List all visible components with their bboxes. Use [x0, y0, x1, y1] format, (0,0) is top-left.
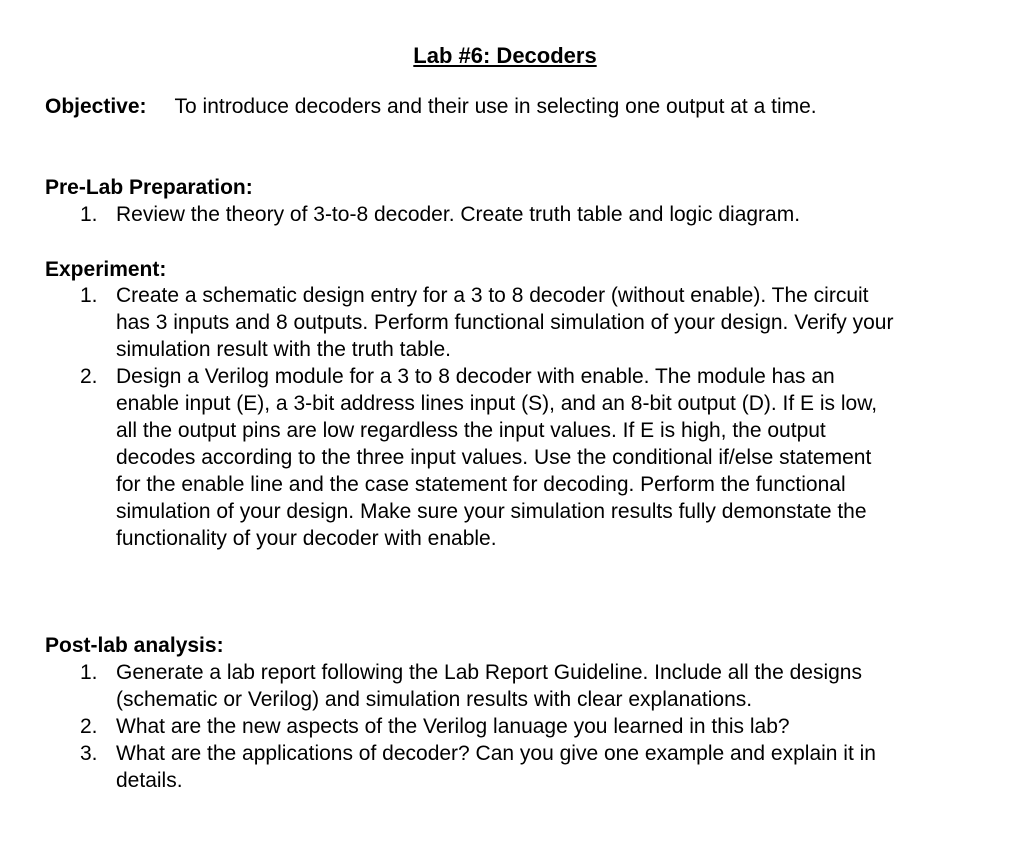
list-item-text: Design a Verilog module for a 3 to 8 decoder with enable. The module has an enable input (E), a 3-bit address lines input (S), and an 8-bit output (D). If E is low, all the output pins are low regardless the input values. If E is high, the output decodes according to the three input values. Use the conditional if/else statement for the enable line and the case statement for decoding. Perform the functional simulation of your design. Make sure your simulation results fully demonstate the functionality of your decoder with enable. [116, 365, 878, 550]
list-item-text: What are the applications of decoder? Can you give one example and explain it in details. [116, 742, 876, 792]
objective-label: Objective: [45, 95, 147, 118]
postlab-heading: Post-lab analysis: [45, 634, 224, 657]
list-item [0, 659, 880, 713]
list-item-number: 3. [80, 742, 98, 765]
list-item [0, 282, 898, 363]
list-item-text: Create a schematic design entry for a 3 to 8 decoder (without enable). The circuit has 3 inputs and 8 outputs. Perform functional simulation of your design. Verify your simulation result with the truth table. [116, 284, 894, 361]
list-item [0, 740, 880, 794]
list-item-number: 2. [80, 365, 98, 388]
experiment-list [0, 282, 898, 552]
prelab-heading: Pre-Lab Preparation: [45, 176, 253, 199]
prelab-list [0, 201, 900, 228]
list-item [0, 713, 880, 740]
objective-section [45, 93, 875, 120]
list-item-text: Generate a lab report following the Lab Report Guideline. Include all the designs (schematic or Verilog) and simulation results with clear explanations. [116, 661, 862, 711]
list-item-number: 1. [80, 203, 98, 226]
postlab-list [0, 659, 880, 794]
objective-text: To introduce decoders and their use in selecting one output at a time. [174, 95, 817, 118]
list-item-text: Review the theory of 3-to-8 decoder. Create truth table and logic diagram. [116, 203, 801, 226]
list-item [0, 363, 898, 552]
list-item-number: 1. [80, 661, 98, 684]
experiment-heading: Experiment: [45, 258, 167, 281]
list-item-number: 2. [80, 715, 98, 738]
list-item-number: 1. [80, 284, 98, 307]
list-item [0, 201, 900, 228]
list-item-text: What are the new aspects of the Verilog lanuage you learned in this lab? [116, 715, 790, 738]
page-title: Lab #6: Decoders [413, 43, 597, 68]
